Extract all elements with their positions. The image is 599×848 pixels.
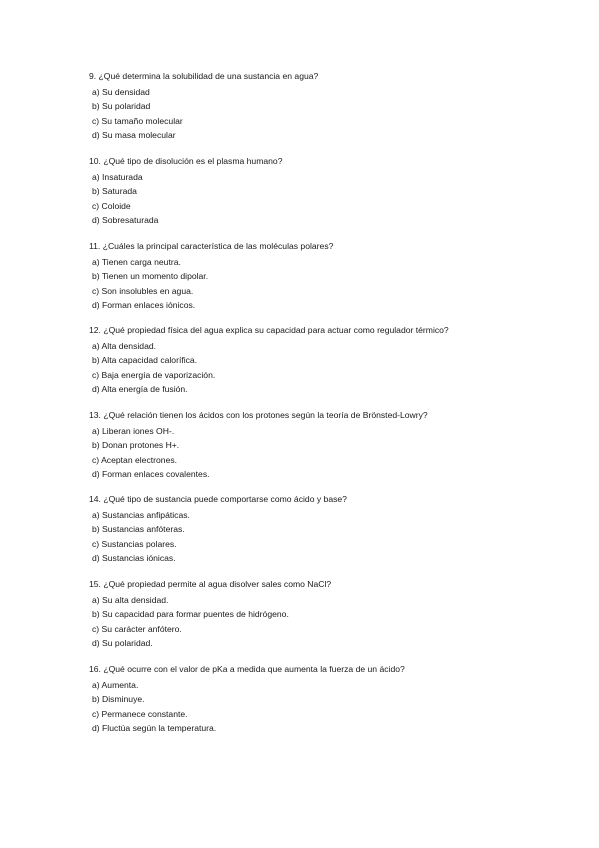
question-16 (89, 664, 569, 736)
option-b: b) Disminuye. (92, 694, 145, 705)
option-d: d) Su polaridad. (92, 638, 153, 649)
question-text: 15. ¿Qué propiedad permite al agua disolver sales como NaCl? (89, 579, 332, 589)
option-b: b) Donan protones H+. (92, 440, 180, 451)
option-d: d) Fluctúa según la temperatura. (92, 723, 217, 734)
option-b: b) Saturada (92, 186, 137, 197)
option-d: d) Alta energía de fusión. (92, 384, 188, 395)
option-a: a) Aumenta. (92, 680, 139, 690)
option-c: c) Baja energía de vaporización. (92, 369, 216, 380)
option-b: b) Tienen un momento dipolar. (92, 271, 209, 282)
question-12 (89, 325, 569, 397)
option-list (89, 678, 569, 736)
option-list (89, 339, 569, 397)
option-d: d) Sustancias iónicas. (92, 553, 176, 564)
option-a: a) Su densidad (92, 87, 150, 97)
question-15 (89, 579, 569, 651)
option-c: c) Permanece constante. (92, 708, 188, 719)
option-list (89, 170, 569, 228)
question-11 (89, 241, 569, 313)
option-d: d) Forman enlaces iónicos. (92, 300, 196, 311)
option-d: d) Su masa molecular (92, 130, 176, 141)
option-d: d) Sobresaturada (92, 215, 159, 226)
question-9 (89, 71, 569, 143)
option-list (89, 593, 569, 651)
option-b: b) Su polaridad (92, 101, 151, 112)
option-c: c) Su carácter anfótero. (92, 623, 182, 634)
option-b: b) Su capacidad para formar puentes de hidrógeno. (92, 609, 289, 620)
question-text: 11. ¿Cuáles la principal característica de las moléculas polares? (89, 241, 334, 251)
question-14 (89, 494, 569, 566)
option-c: c) Son insolubles en agua. (92, 285, 194, 296)
question-13 (89, 410, 569, 482)
option-a: a) Tienen carga neutra. (92, 257, 181, 267)
option-c: c) Coloide (92, 200, 131, 211)
question-text: 13. ¿Qué relación tienen los ácidos con los protones según la teoría de Brönsted-Lowry? (89, 410, 428, 420)
option-a: a) Insaturada (92, 172, 143, 182)
option-b: b) Sustancias anfóteras. (92, 524, 185, 535)
option-list (89, 85, 569, 143)
option-a: a) Alta densidad. (92, 341, 157, 351)
question-text: 9. ¿Qué determina la solubilidad de una sustancia en agua? (89, 71, 319, 81)
option-a: a) Su alta densidad. (92, 595, 169, 605)
option-c: c) Sustancias polares. (92, 538, 177, 549)
question-text: 16. ¿Qué ocurre con el valor de pKa a medida que aumenta la fuerza de un ácido? (89, 664, 405, 674)
question-text: 10. ¿Qué tipo de disolución es el plasma humano? (89, 156, 283, 166)
option-b: b) Alta capacidad calorífica. (92, 355, 198, 366)
option-a: a) Sustancias anfipáticas. (92, 510, 190, 520)
question-text: 12. ¿Qué propiedad física del agua explica su capacidad para actuar como regulador térmico? (89, 325, 449, 335)
question-text: 14. ¿Qué tipo de sustancia puede comportarse como ácido y base? (89, 494, 347, 504)
option-list (89, 424, 569, 482)
option-list (89, 508, 569, 566)
question-10 (89, 156, 569, 228)
option-list (89, 255, 569, 313)
option-c: c) Su tamaño molecular (92, 115, 183, 126)
option-a: a) Liberan iones OH-. (92, 426, 175, 436)
option-c: c) Aceptan electrones. (92, 454, 178, 465)
option-d: d) Forman enlaces covalentes. (92, 469, 210, 480)
